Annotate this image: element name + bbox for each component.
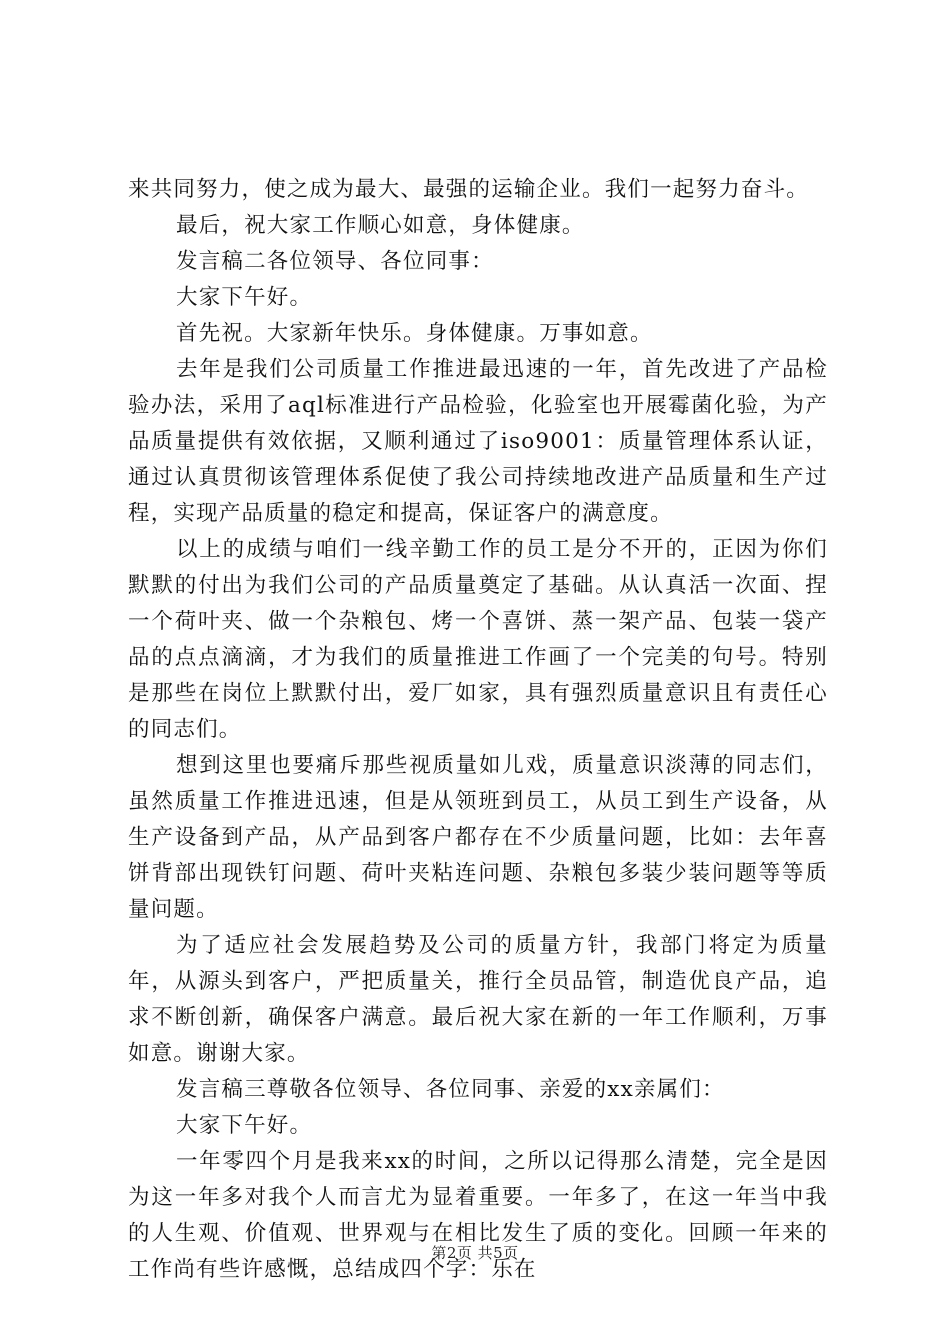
paragraph: 首先祝。大家新年快乐。身体健康。万事如意。 — [176, 321, 653, 346]
paragraph: 大家下午好。 — [176, 285, 313, 310]
page-number-footer: 第2页 共5页 — [431, 1244, 519, 1262]
paragraph: 来共同努力，使之成为最大、最强的运输企业。我们一起努力奋斗。 — [128, 177, 810, 202]
paragraph: 以上的成绩与咱们一线辛勤工作的员工是分不开的，正因为你们默默的付出为我们公司的产品质量奠定了基础。从认真活一次面、捏一个荷叶夹、做一个杂粮包、烤一个喜饼、蒸一架产品、包装一袋产品的点点滴滴，才为我们的质量推进工作画了一个完美的句号。特别是那些在岗位上默默付出，爱厂如家，具有强烈质量意识且有责任心的同志们。 — [128, 537, 828, 742]
paragraph: 去年是我们公司质量工作推进最迅速的一年，首先改进了产品检验办法，采用了aql标准进行产品检验，化验室也开展霉菌化验，为产品质量提供有效依据，又顺利通过了iso9001：质量管理体系认证，通过认真贯彻该管理体系促使了我公司持续地改进产品质量和生产过程，实现产品质量的稳定和提高，保证客户的满意度。 — [128, 357, 828, 526]
paragraph: 发言稿二各位领导、各位同事： — [176, 249, 494, 274]
paragraph: 最后，祝大家工作顺心如意，身体健康。 — [176, 213, 585, 238]
paragraph: 为了适应社会发展趋势及公司的质量方针，我部门将定为质量年，从源头到客户，严把质量关，推行全员品管，制造优良产品，追求不断创新，确保客户满意。最后祝大家在新的一年工作顺利，万事如意。谢谢大家。 — [128, 933, 828, 1066]
paragraph: 大家下午好。 — [176, 1113, 313, 1138]
paragraph: 发言稿三尊敬各位领导、各位同事、亲爱的xx亲属们： — [176, 1077, 725, 1102]
paragraph: 一年零四个月是我来xx的时间，之所以记得那么清楚，完全是因为这一年多对我个人而言尤为显着重要。一年多了，在这一年当中我的人生观、价值观、世界观与在相比发生了质的变化。回顾一年来的工作尚有些许感慨，总结成四个字：乐在 — [128, 1149, 828, 1282]
paragraph: 想到这里也要痛斥那些视质量如儿戏，质量意识淡薄的同志们，虽然质量工作推进迅速，但是从领班到员工，从员工到生产设备，从生产设备到产品，从产品到客户都存在不少质量问题，比如：去年喜饼背部出现铁钉问题、荷叶夹粘连问题、杂粮包多装少装问题等等质量问题。 — [128, 753, 828, 922]
document-body — [128, 172, 828, 1288]
